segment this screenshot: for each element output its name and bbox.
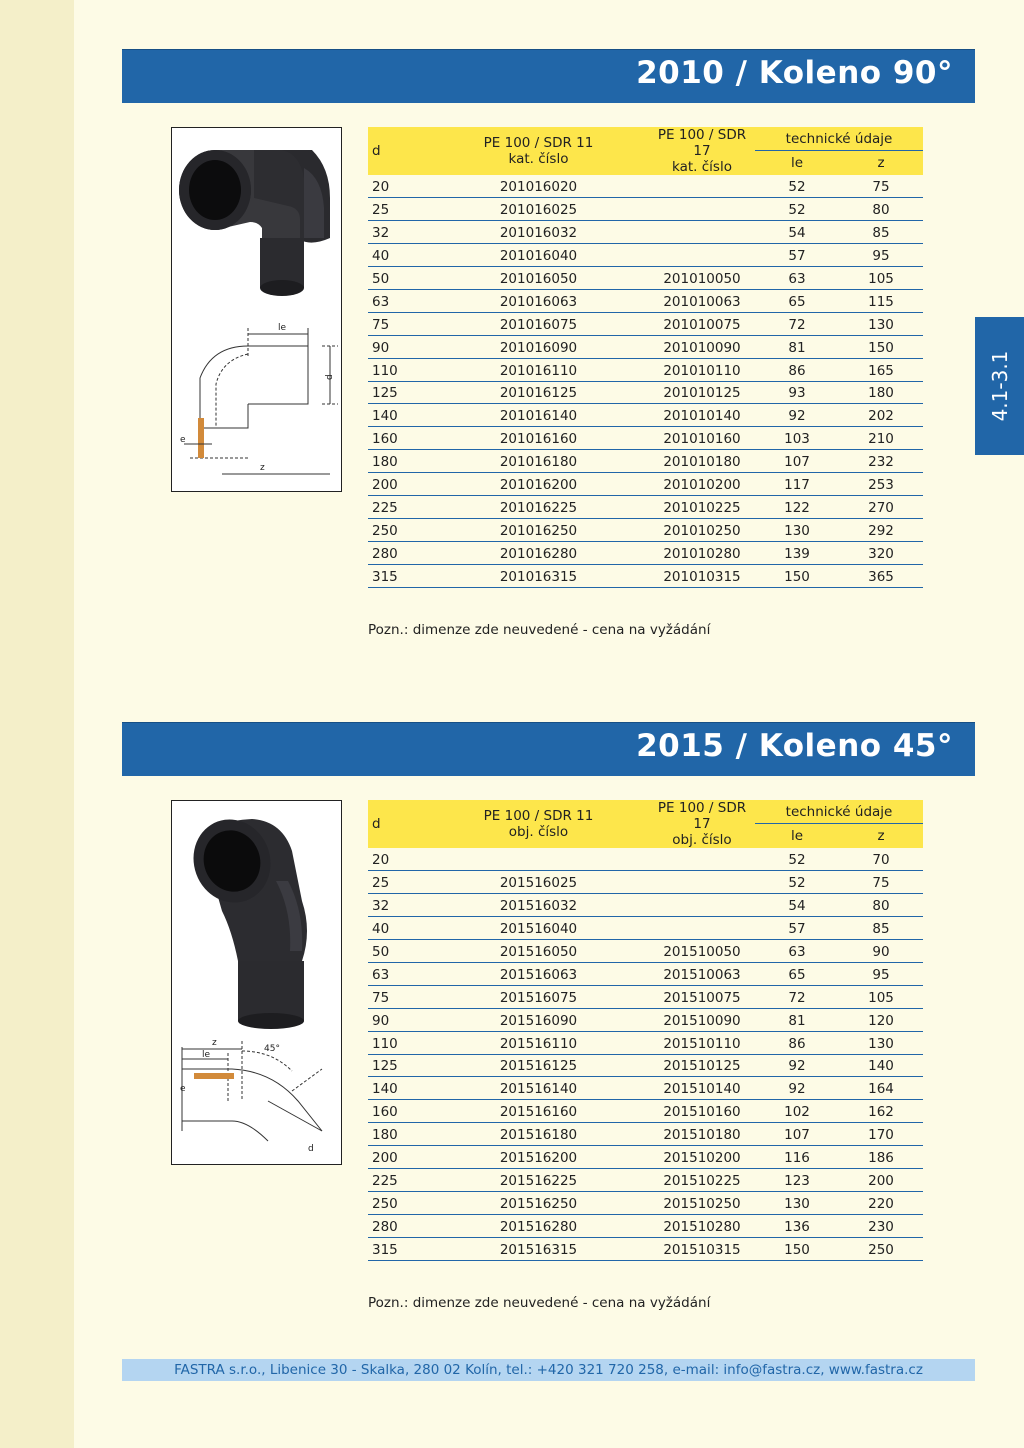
cell-sdr17-code: 201010200 (649, 473, 755, 496)
section-header-koleno-45 (122, 722, 975, 776)
cell-sdr17-code: 201510090 (649, 1008, 755, 1031)
cell-sdr11-code: 201016125 (428, 381, 649, 404)
cell-z: 150 (839, 335, 923, 358)
table-row (368, 1054, 923, 1077)
cell-sdr11-code: 201016040 (428, 244, 649, 267)
table-row (368, 917, 923, 940)
cell-sdr11-code: 201016050 (428, 267, 649, 290)
table-row (368, 335, 923, 358)
cell-z: 250 (839, 1237, 923, 1260)
cell-z: 164 (839, 1077, 923, 1100)
cell-sdr17-code: 201510075 (649, 985, 755, 1008)
cell-d: 200 (368, 1146, 428, 1169)
table-row (368, 985, 923, 1008)
table-body (368, 175, 923, 587)
cell-d: 25 (368, 198, 428, 221)
cell-sdr17-code: 201010180 (649, 450, 755, 473)
cell-d: 110 (368, 358, 428, 381)
table-note: Pozn.: dimenze zde neuvedené - cena na vyžádání (368, 1295, 711, 1311)
cell-sdr11-code: 201016075 (428, 312, 649, 335)
cell-le: 150 (755, 564, 839, 587)
cell-le: 92 (755, 1077, 839, 1100)
cell-le: 54 (755, 221, 839, 244)
cell-sdr17-code (649, 894, 755, 917)
cell-le: 103 (755, 427, 839, 450)
header-tech: technické údaje (755, 127, 923, 151)
cell-le: 92 (755, 1054, 839, 1077)
table-row (368, 894, 923, 917)
header-d: d (368, 800, 428, 848)
cell-sdr17-code: 201010110 (649, 358, 755, 381)
cell-sdr11-code: 201516125 (428, 1054, 649, 1077)
table-row (368, 175, 923, 198)
cell-le: 54 (755, 894, 839, 917)
header-sdr11-line2: kat. číslo (508, 151, 569, 167)
cell-z: 120 (839, 1008, 923, 1031)
chapter-number: 4.1-3.1 (987, 350, 1012, 422)
header-d: d (368, 127, 428, 175)
header-sdr17-line1: PE 100 / SDR 17 (657, 127, 747, 159)
cell-le: 130 (755, 518, 839, 541)
cell-le: 86 (755, 358, 839, 381)
cell-le: 107 (755, 1123, 839, 1146)
cell-d: 125 (368, 381, 428, 404)
cell-z: 85 (839, 221, 923, 244)
cell-d: 140 (368, 1077, 428, 1100)
cell-sdr11-code: 201016110 (428, 358, 649, 381)
table-row (368, 1168, 923, 1191)
table-row (368, 541, 923, 564)
drawing-label-z: z (260, 463, 265, 473)
cell-sdr17-code: 201510315 (649, 1237, 755, 1260)
cell-z: 75 (839, 871, 923, 894)
footer-contact-bar: FASTRA s.r.o., Libenice 30 - Skalka, 280 02 Kolín, tel.: +420 321 720 258, e-mail: info@fastra.cz, www.fastra.cz (122, 1359, 975, 1381)
cell-sdr11-code: 201516032 (428, 894, 649, 917)
cell-sdr17-code: 201510225 (649, 1168, 755, 1191)
header-z: z (839, 824, 923, 849)
cell-sdr17-code (649, 848, 755, 871)
drawing-label-e: e (180, 435, 186, 445)
cell-sdr17-code: 201510050 (649, 940, 755, 963)
cell-z: 90 (839, 940, 923, 963)
cell-z: 130 (839, 1031, 923, 1054)
table-row (368, 962, 923, 985)
cell-z: 80 (839, 198, 923, 221)
cell-d: 180 (368, 450, 428, 473)
cell-sdr17-code: 201010280 (649, 541, 755, 564)
cell-sdr11-code: 201016025 (428, 198, 649, 221)
cell-sdr11-code: 201516050 (428, 940, 649, 963)
table-row (368, 289, 923, 312)
cell-sdr11-code: 201516315 (428, 1237, 649, 1260)
cell-d: 63 (368, 289, 428, 312)
cell-sdr11-code: 201016200 (428, 473, 649, 496)
cell-d: 160 (368, 1100, 428, 1123)
chapter-side-tab (975, 317, 1024, 455)
cell-sdr11-code (428, 848, 649, 871)
cell-z: 105 (839, 267, 923, 290)
drawing-label-d: d (308, 1144, 314, 1154)
drawing-label-d: d (325, 374, 335, 380)
cell-le: 122 (755, 495, 839, 518)
cell-sdr11-code: 201516225 (428, 1168, 649, 1191)
cell-le: 150 (755, 1237, 839, 1260)
cell-le: 57 (755, 917, 839, 940)
cell-z: 115 (839, 289, 923, 312)
header-z: z (839, 151, 923, 176)
cell-sdr17-code: 201010315 (649, 564, 755, 587)
cell-sdr11-code: 201516063 (428, 962, 649, 985)
cell-d: 125 (368, 1054, 428, 1077)
cell-sdr11-code: 201016140 (428, 404, 649, 427)
header-sdr11-line1: PE 100 / SDR 11 (483, 808, 594, 824)
table-row (368, 1077, 923, 1100)
cell-sdr17-code: 201510180 (649, 1123, 755, 1146)
cell-sdr11-code: 201016180 (428, 450, 649, 473)
cell-sdr11-code: 201016032 (428, 221, 649, 244)
cell-z: 85 (839, 917, 923, 940)
cell-d: 90 (368, 1008, 428, 1031)
cell-z: 180 (839, 381, 923, 404)
cell-z: 140 (839, 1054, 923, 1077)
cell-sdr17-code: 201010063 (649, 289, 755, 312)
cell-d: 75 (368, 985, 428, 1008)
cell-z: 230 (839, 1214, 923, 1237)
table-row (368, 221, 923, 244)
table-row (368, 871, 923, 894)
cell-sdr17-code (649, 871, 755, 894)
cell-d: 315 (368, 1237, 428, 1260)
cell-le: 72 (755, 985, 839, 1008)
cell-sdr11-code: 201016225 (428, 495, 649, 518)
cell-sdr11-code: 201516160 (428, 1100, 649, 1123)
drawing-label-le: le (278, 323, 287, 333)
header-sdr11-line1: PE 100 / SDR 11 (483, 135, 594, 151)
cell-d: 180 (368, 1123, 428, 1146)
cell-d: 32 (368, 894, 428, 917)
header-le: le (755, 151, 839, 176)
table-row (368, 267, 923, 290)
cell-z: 365 (839, 564, 923, 587)
elbow-90-illustration (172, 128, 340, 490)
cell-d: 40 (368, 917, 428, 940)
cell-sdr17-code: 201510250 (649, 1191, 755, 1214)
cell-z: 105 (839, 985, 923, 1008)
cell-sdr17-code: 201010160 (649, 427, 755, 450)
cell-sdr11-code: 201516200 (428, 1146, 649, 1169)
cell-z: 75 (839, 175, 923, 198)
cell-sdr11-code: 201016020 (428, 175, 649, 198)
cell-sdr11-code: 201516140 (428, 1077, 649, 1100)
table-row (368, 358, 923, 381)
cell-d: 250 (368, 518, 428, 541)
header-sdr17 (649, 127, 755, 175)
cell-le: 81 (755, 335, 839, 358)
cell-sdr11-code: 201016250 (428, 518, 649, 541)
drawing-label-z: z (212, 1038, 217, 1048)
cell-le: 139 (755, 541, 839, 564)
cell-le: 81 (755, 1008, 839, 1031)
table-row (368, 1237, 923, 1260)
cell-le: 72 (755, 312, 839, 335)
table-koleno-90 (368, 127, 923, 588)
table-koleno-45 (368, 800, 923, 1261)
elbow-45-illustration (172, 801, 340, 1163)
header-sdr17-line2: kat. číslo (672, 159, 732, 175)
cell-sdr17-code: 201010140 (649, 404, 755, 427)
cell-sdr11-code: 201516110 (428, 1031, 649, 1054)
table-row (368, 1008, 923, 1031)
table-row (368, 495, 923, 518)
cell-sdr17-code: 201510110 (649, 1031, 755, 1054)
cell-z: 186 (839, 1146, 923, 1169)
table-row (368, 427, 923, 450)
cell-d: 63 (368, 962, 428, 985)
cell-sdr17-code (649, 917, 755, 940)
cell-sdr11-code: 201516025 (428, 871, 649, 894)
drawing-label-le: le (202, 1050, 211, 1060)
header-sdr17 (649, 800, 755, 848)
cell-le: 93 (755, 381, 839, 404)
header-sdr11 (428, 127, 649, 175)
cell-sdr17-code (649, 221, 755, 244)
table-row (368, 1214, 923, 1237)
cell-d: 20 (368, 175, 428, 198)
cell-sdr17-code: 201010250 (649, 518, 755, 541)
cell-le: 52 (755, 198, 839, 221)
cell-z: 270 (839, 495, 923, 518)
cell-sdr11-code: 201516250 (428, 1191, 649, 1214)
cell-le: 107 (755, 450, 839, 473)
header-tech: technické údaje (755, 800, 923, 824)
cell-d: 110 (368, 1031, 428, 1054)
cell-z: 70 (839, 848, 923, 871)
product-image-koleno-90 (171, 127, 342, 492)
table-row (368, 244, 923, 267)
cell-sdr17-code: 201510125 (649, 1054, 755, 1077)
cell-le: 130 (755, 1191, 839, 1214)
cell-sdr17-code: 201510160 (649, 1100, 755, 1123)
cell-le: 52 (755, 871, 839, 894)
cell-sdr11-code: 201016280 (428, 541, 649, 564)
cell-d: 90 (368, 335, 428, 358)
cell-d: 40 (368, 244, 428, 267)
cell-sdr17-code (649, 175, 755, 198)
cell-sdr11-code: 201516040 (428, 917, 649, 940)
cell-d: 25 (368, 871, 428, 894)
cell-le: 86 (755, 1031, 839, 1054)
drawing-label-e: e (180, 1084, 186, 1094)
table-row (368, 940, 923, 963)
table-row (368, 518, 923, 541)
header-le: le (755, 824, 839, 849)
cell-z: 130 (839, 312, 923, 335)
cell-sdr17-code: 201010050 (649, 267, 755, 290)
table-row (368, 1031, 923, 1054)
cell-sdr11-code: 201516280 (428, 1214, 649, 1237)
cell-z: 95 (839, 962, 923, 985)
cell-d: 32 (368, 221, 428, 244)
cell-le: 123 (755, 1168, 839, 1191)
cell-le: 63 (755, 940, 839, 963)
elbow-45-photo (182, 809, 307, 1029)
cell-sdr11-code: 201516090 (428, 1008, 649, 1031)
cell-d: 140 (368, 404, 428, 427)
cell-sdr17-code: 201010090 (649, 335, 755, 358)
cell-z: 202 (839, 404, 923, 427)
section-title: 2010 / Koleno 90° (636, 55, 953, 91)
cell-d: 20 (368, 848, 428, 871)
cell-z: 95 (839, 244, 923, 267)
cell-z: 200 (839, 1168, 923, 1191)
header-sdr17-line2: obj. číslo (672, 832, 732, 848)
header-sdr11 (428, 800, 649, 848)
cell-le: 116 (755, 1146, 839, 1169)
cell-d: 250 (368, 1191, 428, 1214)
cell-le: 65 (755, 962, 839, 985)
table-row (368, 848, 923, 871)
cell-le: 63 (755, 267, 839, 290)
elbow-90-drawing (184, 328, 338, 474)
cell-sdr17-code: 201010075 (649, 312, 755, 335)
cell-d: 160 (368, 427, 428, 450)
header-sdr11-line2: obj. číslo (508, 824, 569, 840)
table-row (368, 1146, 923, 1169)
cell-z: 170 (839, 1123, 923, 1146)
cell-d: 50 (368, 940, 428, 963)
cell-z: 220 (839, 1191, 923, 1214)
cell-sdr17-code (649, 198, 755, 221)
cell-d: 280 (368, 541, 428, 564)
table-row (368, 473, 923, 496)
cell-z: 80 (839, 894, 923, 917)
cell-sdr11-code: 201016315 (428, 564, 649, 587)
table-row (368, 1100, 923, 1123)
drawing-label-angle: 45° (264, 1044, 280, 1054)
cell-z: 253 (839, 473, 923, 496)
product-image-koleno-45 (171, 800, 342, 1165)
table-row (368, 381, 923, 404)
table-body (368, 848, 923, 1260)
table-note: Pozn.: dimenze zde neuvedené - cena na vyžádání (368, 622, 711, 638)
cell-z: 292 (839, 518, 923, 541)
table-row (368, 1123, 923, 1146)
section-header-koleno-90 (122, 49, 975, 103)
cell-sdr17-code: 201510280 (649, 1214, 755, 1237)
table-row (368, 404, 923, 427)
cell-sdr17-code: 201510063 (649, 962, 755, 985)
section-title: 2015 / Koleno 45° (636, 728, 953, 764)
cell-d: 225 (368, 495, 428, 518)
cell-sdr17-code: 201510140 (649, 1077, 755, 1100)
cell-le: 92 (755, 404, 839, 427)
cell-sdr11-code: 201016090 (428, 335, 649, 358)
cell-z: 165 (839, 358, 923, 381)
cell-d: 50 (368, 267, 428, 290)
cell-sdr11-code: 201016063 (428, 289, 649, 312)
cell-le: 52 (755, 175, 839, 198)
cell-sdr11-code: 201516180 (428, 1123, 649, 1146)
cell-sdr17-code: 201010225 (649, 495, 755, 518)
elbow-90-photo (179, 150, 330, 296)
header-sdr17-line1: PE 100 / SDR 17 (657, 800, 747, 832)
cell-le: 136 (755, 1214, 839, 1237)
cell-d: 280 (368, 1214, 428, 1237)
cell-sdr11-code: 201016160 (428, 427, 649, 450)
cell-sdr17-code: 201510200 (649, 1146, 755, 1169)
cell-z: 162 (839, 1100, 923, 1123)
table-row (368, 198, 923, 221)
cell-le: 117 (755, 473, 839, 496)
table-row (368, 564, 923, 587)
cell-z: 320 (839, 541, 923, 564)
cell-sdr17-code: 201010125 (649, 381, 755, 404)
table-row (368, 1191, 923, 1214)
cell-sdr11-code: 201516075 (428, 985, 649, 1008)
table-row (368, 450, 923, 473)
cell-d: 75 (368, 312, 428, 335)
cell-le: 52 (755, 848, 839, 871)
cell-d: 200 (368, 473, 428, 496)
cell-d: 225 (368, 1168, 428, 1191)
cell-le: 65 (755, 289, 839, 312)
cell-le: 57 (755, 244, 839, 267)
table-row (368, 312, 923, 335)
cell-d: 315 (368, 564, 428, 587)
cell-le: 102 (755, 1100, 839, 1123)
page-margin-strip (0, 0, 74, 1448)
cell-z: 210 (839, 427, 923, 450)
cell-z: 232 (839, 450, 923, 473)
cell-sdr17-code (649, 244, 755, 267)
